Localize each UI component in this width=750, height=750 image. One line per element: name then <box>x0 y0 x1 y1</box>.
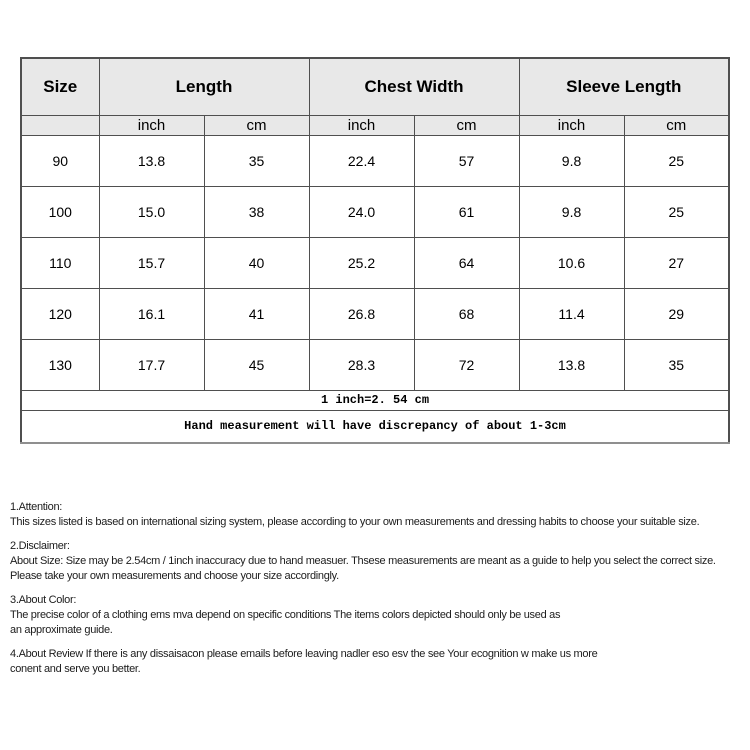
unit-header-blank <box>21 115 99 135</box>
cell-length-inch: 17.7 <box>99 339 204 390</box>
cell-length-inch: 15.0 <box>99 186 204 237</box>
table-row-size-130 <box>21 339 729 390</box>
cell-chest-inch: 26.8 <box>309 288 414 339</box>
size-chart-table <box>20 57 730 444</box>
table-row-size-110 <box>21 237 729 288</box>
cell-length-cm: 38 <box>204 186 309 237</box>
cell-sleeve-inch: 10.6 <box>519 237 624 288</box>
cell-sleeve-inch: 11.4 <box>519 288 624 339</box>
cell-chest-inch: 28.3 <box>309 339 414 390</box>
notes-section <box>10 500 750 686</box>
table-row-size-90 <box>21 135 729 186</box>
cell-sleeve-cm: 35 <box>624 339 729 390</box>
cell-chest-cm: 64 <box>414 237 519 288</box>
cell-chest-inch: 25.2 <box>309 237 414 288</box>
cell-sleeve-inch: 9.8 <box>519 186 624 237</box>
footnote-hand-measurement: Hand measurement will have discrepancy of about 1-3cm <box>21 410 729 443</box>
col-header-size: Size <box>21 58 99 115</box>
table-row-size-120 <box>21 288 729 339</box>
cell-length-inch: 16.1 <box>99 288 204 339</box>
cell-length-inch: 13.8 <box>99 135 204 186</box>
unit-header-sleeve-inch: inch <box>519 115 624 135</box>
cell-length-cm: 35 <box>204 135 309 186</box>
cell-length-cm: 45 <box>204 339 309 390</box>
note-about-review <box>10 647 750 677</box>
cell-size: 90 <box>21 135 99 186</box>
note-text: About Size: Size may be 2.54cm / 1inch inaccuracy due to hand measuer. Thsese measurements are meant as a guide to help you select the correct size. <box>10 555 716 567</box>
cell-length-inch: 15.7 <box>99 237 204 288</box>
unit-header-length-cm: cm <box>204 115 309 135</box>
footnote-row-hand-measurement <box>21 410 729 443</box>
cell-length-cm: 40 <box>204 237 309 288</box>
unit-header-chest-cm: cm <box>414 115 519 135</box>
note-heading: 3.About Color: <box>10 594 77 606</box>
col-header-chest-width: Chest Width <box>309 58 519 115</box>
footnote-row-inch-conversion <box>21 390 729 410</box>
cell-sleeve-inch: 9.8 <box>519 135 624 186</box>
unit-header-chest-inch: inch <box>309 115 414 135</box>
cell-chest-cm: 72 <box>414 339 519 390</box>
cell-size: 120 <box>21 288 99 339</box>
cell-chest-cm: 57 <box>414 135 519 186</box>
note-text: an approximate guide. <box>10 624 113 636</box>
col-header-length: Length <box>99 58 309 115</box>
cell-chest-inch: 24.0 <box>309 186 414 237</box>
note-text: The precise color of a clothing ems mva depend on specific conditions The items colors depicted should only be used as <box>10 609 561 621</box>
note-about-color <box>10 593 750 638</box>
cell-chest-cm: 68 <box>414 288 519 339</box>
cell-size: 130 <box>21 339 99 390</box>
cell-sleeve-cm: 25 <box>624 135 729 186</box>
note-heading: 1.Attention: <box>10 501 63 513</box>
note-text: Please take your own measurements and choose your size accordingly. <box>10 570 339 582</box>
unit-header-length-inch: inch <box>99 115 204 135</box>
note-attention <box>10 500 750 530</box>
unit-header-row <box>21 115 729 135</box>
table-header-row <box>21 58 729 115</box>
footnote-inch-conversion: 1 inch=2. 54 cm <box>21 390 729 410</box>
cell-size: 100 <box>21 186 99 237</box>
note-disclaimer <box>10 539 750 584</box>
cell-sleeve-cm: 25 <box>624 186 729 237</box>
table-row-size-100 <box>21 186 729 237</box>
note-text: 4.About Review If there is any dissaisacon please emails before leaving nadler eso esv the see Your ecognition w make us more <box>10 648 598 660</box>
note-text: This sizes listed is based on international sizing system, please according to your own measurements and dressing habits to choose your suitable size. <box>10 516 700 528</box>
note-heading: 2.Disclaimer: <box>10 540 70 552</box>
unit-header-sleeve-cm: cm <box>624 115 729 135</box>
cell-sleeve-cm: 27 <box>624 237 729 288</box>
cell-chest-cm: 61 <box>414 186 519 237</box>
cell-size: 110 <box>21 237 99 288</box>
cell-sleeve-inch: 13.8 <box>519 339 624 390</box>
cell-chest-inch: 22.4 <box>309 135 414 186</box>
cell-length-cm: 41 <box>204 288 309 339</box>
col-header-sleeve-length: Sleeve Length <box>519 58 729 115</box>
note-text: conent and serve you better. <box>10 663 141 675</box>
cell-sleeve-cm: 29 <box>624 288 729 339</box>
